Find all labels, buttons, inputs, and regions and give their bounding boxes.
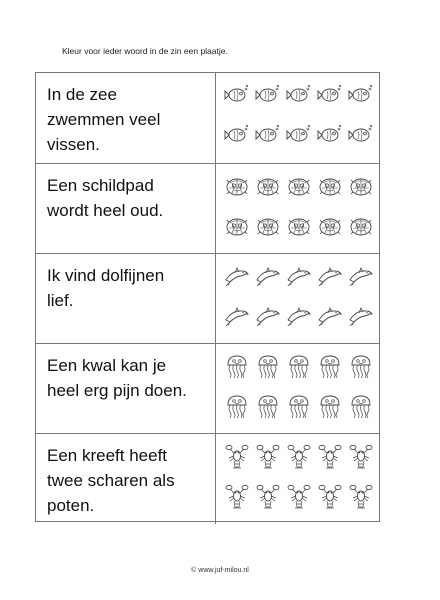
sentence-line: poten. bbox=[47, 496, 95, 515]
jellyfish-icon[interactable] bbox=[224, 354, 250, 385]
jellyfish-icon[interactable] bbox=[224, 394, 250, 425]
lobster-icon[interactable] bbox=[255, 484, 281, 515]
fish-icon[interactable] bbox=[224, 83, 250, 114]
turtle-icon[interactable] bbox=[317, 214, 343, 245]
fish-icon[interactable] bbox=[255, 83, 281, 114]
sentence-line: zwemmen veel bbox=[47, 110, 161, 129]
jellyfish-icon[interactable] bbox=[255, 354, 281, 385]
dolphin-icon[interactable] bbox=[255, 304, 281, 335]
sentence-line: lief. bbox=[47, 291, 74, 310]
sentence-cell bbox=[36, 434, 214, 524]
dolphin-icon[interactable] bbox=[286, 264, 312, 295]
fish-icon[interactable] bbox=[286, 123, 312, 154]
jellyfish-icon[interactable] bbox=[255, 394, 281, 425]
worksheet-table bbox=[35, 72, 380, 522]
turtle-icon[interactable] bbox=[255, 214, 281, 245]
sentence-line: Een kwal kan je bbox=[47, 356, 167, 375]
lobster-icon[interactable] bbox=[224, 444, 250, 475]
jellyfish-icon[interactable] bbox=[348, 354, 374, 385]
lobster-icon[interactable] bbox=[317, 444, 343, 475]
dolphin-icon[interactable] bbox=[348, 264, 374, 295]
sentence-line: twee scharen als bbox=[47, 471, 175, 490]
lobster-icon[interactable] bbox=[255, 444, 281, 475]
sentence-line: Ik vind dolfijnen bbox=[47, 266, 165, 285]
footer-credit: © www.juf-milou.nl bbox=[191, 567, 249, 574]
sentence-line: heel erg pijn doen. bbox=[47, 381, 187, 400]
picture-cell bbox=[215, 73, 379, 163]
worksheet-row bbox=[36, 73, 379, 163]
jellyfish-icon[interactable] bbox=[286, 354, 312, 385]
jellyfish-icon[interactable] bbox=[317, 394, 343, 425]
fish-icon[interactable] bbox=[317, 123, 343, 154]
sentence-cell bbox=[36, 344, 214, 434]
dolphin-icon[interactable] bbox=[286, 304, 312, 335]
dolphin-icon[interactable] bbox=[317, 264, 343, 295]
fish-icon[interactable] bbox=[348, 83, 374, 114]
fish-icon[interactable] bbox=[224, 123, 250, 154]
picture-cell bbox=[215, 254, 379, 344]
sentence-cell bbox=[36, 164, 214, 254]
dolphin-icon[interactable] bbox=[317, 304, 343, 335]
dolphin-icon[interactable] bbox=[224, 304, 250, 335]
jellyfish-icon[interactable] bbox=[348, 394, 374, 425]
sentence-line: In de zee bbox=[47, 85, 117, 104]
fish-icon[interactable] bbox=[286, 83, 312, 114]
dolphin-icon[interactable] bbox=[224, 264, 250, 295]
turtle-icon[interactable] bbox=[286, 174, 312, 205]
sentence-line: Een schildpad bbox=[47, 176, 154, 195]
lobster-icon[interactable] bbox=[286, 444, 312, 475]
turtle-icon[interactable] bbox=[286, 214, 312, 245]
picture-cell bbox=[215, 344, 379, 434]
lobster-icon[interactable] bbox=[348, 444, 374, 475]
worksheet-row bbox=[36, 253, 379, 343]
sentence-cell bbox=[36, 73, 214, 163]
turtle-icon[interactable] bbox=[348, 174, 374, 205]
sentence-line: vissen. bbox=[47, 135, 100, 154]
turtle-icon[interactable] bbox=[317, 174, 343, 205]
jellyfish-icon[interactable] bbox=[286, 394, 312, 425]
picture-cell bbox=[215, 164, 379, 254]
instruction-text: Kleur voor ieder woord in de zin een plaatje. bbox=[62, 46, 228, 56]
turtle-icon[interactable] bbox=[224, 174, 250, 205]
turtle-icon[interactable] bbox=[255, 174, 281, 205]
lobster-icon[interactable] bbox=[348, 484, 374, 515]
picture-cell bbox=[215, 434, 379, 524]
jellyfish-icon[interactable] bbox=[317, 354, 343, 385]
dolphin-icon[interactable] bbox=[255, 264, 281, 295]
sentence-line: wordt heel oud. bbox=[47, 201, 164, 220]
turtle-icon[interactable] bbox=[224, 214, 250, 245]
lobster-icon[interactable] bbox=[317, 484, 343, 515]
fish-icon[interactable] bbox=[348, 123, 374, 154]
sentence-cell bbox=[36, 254, 214, 344]
lobster-icon[interactable] bbox=[224, 484, 250, 515]
dolphin-icon[interactable] bbox=[348, 304, 374, 335]
fish-icon[interactable] bbox=[317, 83, 343, 114]
worksheet-row bbox=[36, 163, 379, 253]
worksheet-row bbox=[36, 433, 379, 523]
fish-icon[interactable] bbox=[255, 123, 281, 154]
lobster-icon[interactable] bbox=[286, 484, 312, 515]
worksheet-row bbox=[36, 343, 379, 433]
sentence-line: Een kreeft heeft bbox=[47, 446, 168, 465]
turtle-icon[interactable] bbox=[348, 214, 374, 245]
